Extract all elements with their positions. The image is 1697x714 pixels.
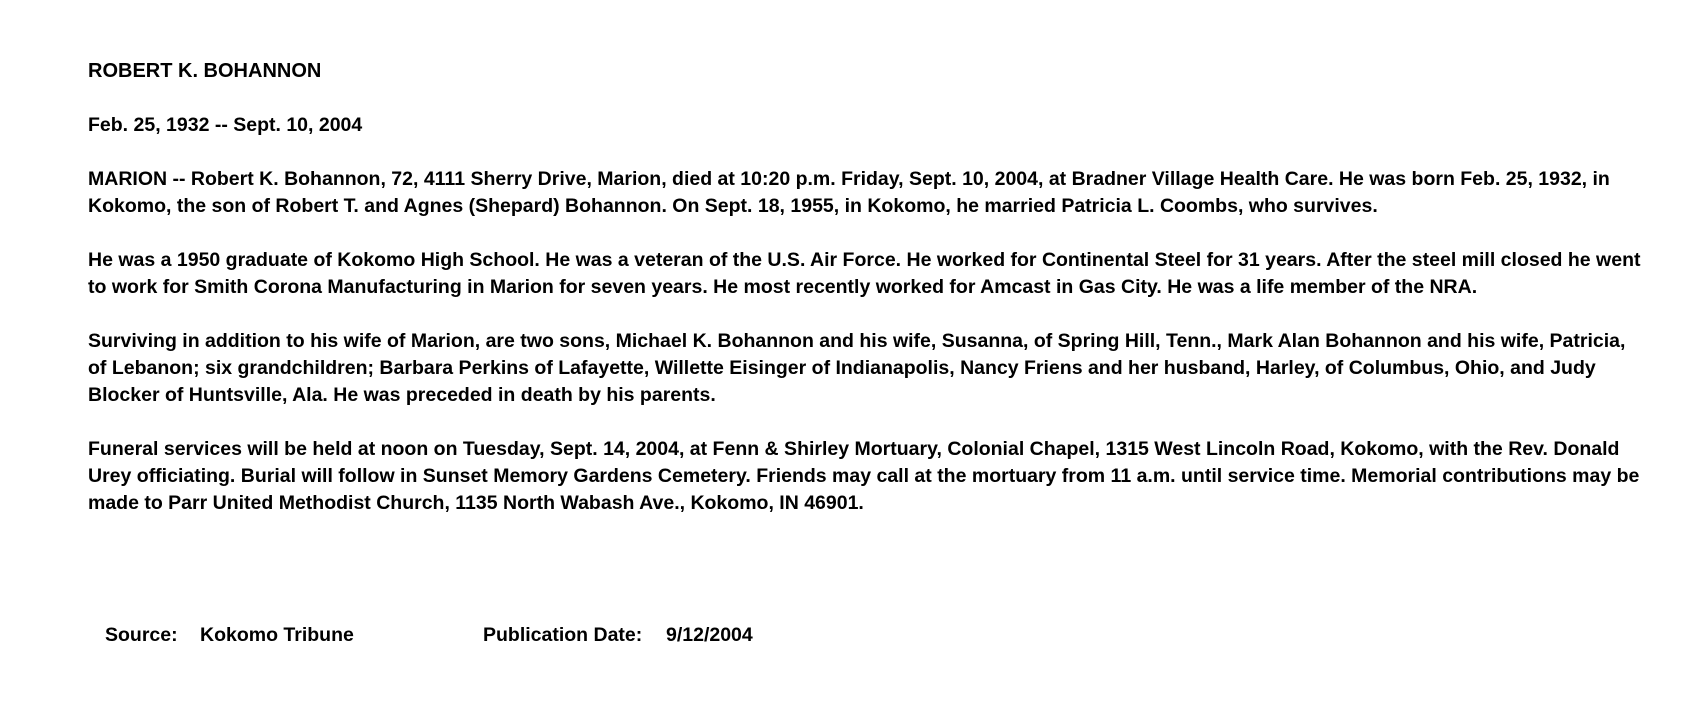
paragraph-services: Funeral services will be held at noon on Tuesday, Sept. 14, 2004, at Fenn & Shirley Mortuary, Colonial Chapel, 1315 West Lincoln Road, Kokomo, with the Rev. Donald Urey officiating. Burial will follow in Sunset Memory Gardens Cemetery. Friends may call at the mortuary from 11 a.m. until service time. Memorial contributions may be made to Parr United Methodist Church, 1135 North Wabash Ave., Kokomo, IN 46901. — [88, 438, 1640, 514]
obituary-document — [88, 58, 1648, 544]
obituary-name: ROBERT K. BOHANNON — [88, 60, 322, 82]
publication-date-label: Publication Date: — [483, 624, 643, 646]
paragraph-death-notice: MARION -- Robert K. Bohannon, 72, 4111 Sherry Drive, Marion, died at 10:20 p.m. Friday, Sept. 10, 2004, at Bradner Village Health Care. He was born Feb. 25, 1932, in Kokomo, the son of Robert T. and Agnes (Shepard) Bohannon. On Sept. 18, 1955, in Kokomo, he married Patricia L. Coombs, who survives. — [88, 168, 1610, 217]
source-label: Source: — [105, 624, 178, 646]
source-value: Kokomo Tribune — [200, 624, 354, 646]
publication-date-value: 9/12/2004 — [666, 624, 753, 646]
source-footer — [105, 622, 753, 649]
paragraph-survivors: Surviving in addition to his wife of Marion, are two sons, Michael K. Bohannon and his wife, Susanna, of Spring Hill, Tenn., Mark Alan Bohannon and his wife, Patricia, of Lebanon; six grandchildren; Barbara Perkins of Lafayette, Willette Eisinger of Indianapolis, Nancy Friens and her husband, Harley, of Columbus, Ohio, and Judy Blocker of Huntsville, Ala. He was preceded in death by his parents. — [88, 330, 1626, 406]
paragraph-career: He was a 1950 graduate of Kokomo High School. He was a veteran of the U.S. Air Force. He worked for Continental Steel for 31 years. After the steel mill closed he went to work for Smith Corona Manufacturing in Marion for seven years. He most recently worked for Amcast in Gas City. He was a life member of the NRA. — [88, 249, 1641, 298]
obituary-dates: Feb. 25, 1932 -- Sept. 10, 2004 — [88, 114, 363, 136]
